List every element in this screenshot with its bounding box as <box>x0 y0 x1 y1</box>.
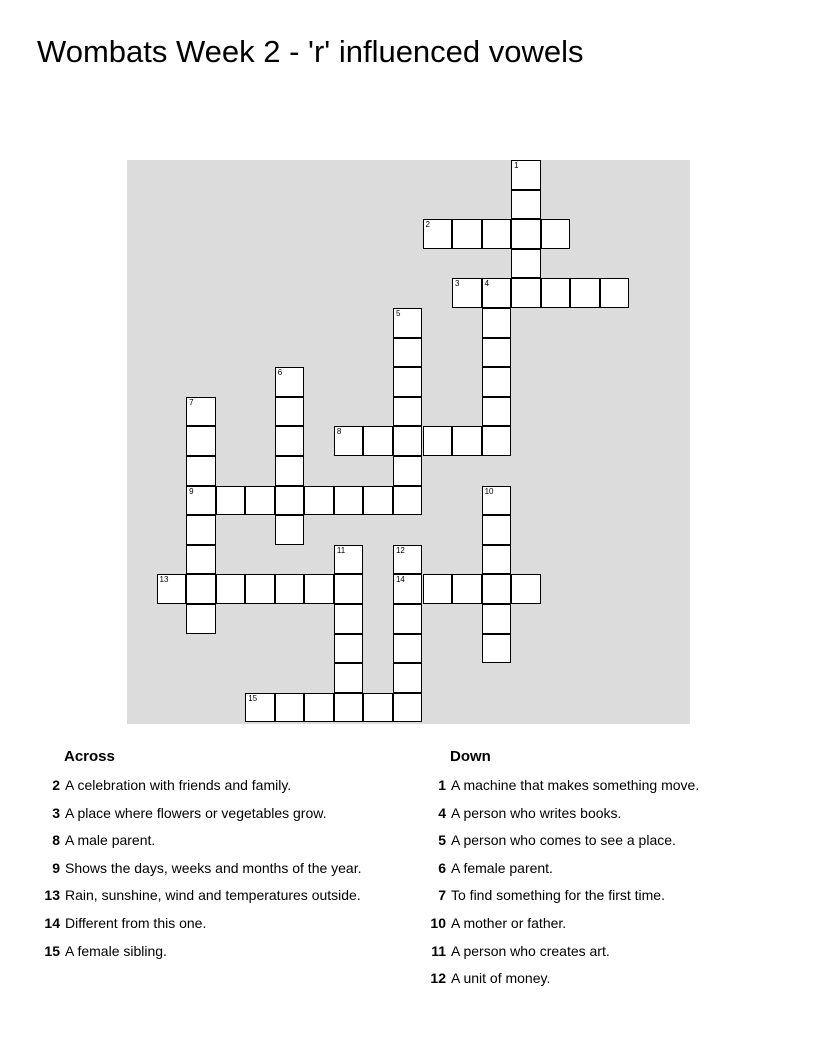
clue-number: 4 <box>438 804 446 821</box>
grid-cell[interactable] <box>393 426 423 456</box>
clue-item <box>426 943 699 971</box>
clue-number: 14 <box>44 914 60 931</box>
grid-cell[interactable] <box>482 338 512 368</box>
grid-cell[interactable] <box>482 574 512 604</box>
grid-cell[interactable] <box>275 515 305 545</box>
grid-cell[interactable] <box>482 515 512 545</box>
clue-number: 9 <box>52 859 60 876</box>
clue-number: 8 <box>336 427 342 437</box>
grid-cell[interactable] <box>393 604 423 634</box>
clue-number: 14 <box>395 575 405 585</box>
clue-number: 6 <box>438 859 446 876</box>
grid-cell[interactable] <box>511 574 541 604</box>
grid-cell[interactable] <box>482 604 512 634</box>
grid-cell[interactable] <box>423 426 453 456</box>
grid-cell[interactable] <box>482 367 512 397</box>
clue-number: 5 <box>438 832 446 849</box>
grid-cell[interactable] <box>334 574 364 604</box>
clue-text: A place where flowers or vegetables grow. <box>65 804 327 821</box>
grid-cell[interactable] <box>275 574 305 604</box>
clue-text: A female sibling. <box>65 942 167 959</box>
grid-cell[interactable] <box>363 486 393 516</box>
clue-item <box>40 805 362 833</box>
grid-cell[interactable] <box>275 456 305 486</box>
grid-cell[interactable] <box>216 486 246 516</box>
clue-text: To find something for the first time. <box>451 887 665 904</box>
clue-item <box>426 832 699 860</box>
grid-cell[interactable] <box>393 397 423 427</box>
clue-text: A unit of money. <box>451 970 551 987</box>
grid-cell[interactable] <box>186 545 216 575</box>
grid-cell[interactable] <box>482 397 512 427</box>
clue-number: 9 <box>189 486 194 496</box>
clue-text: Rain, sunshine, wind and temperatures outside. <box>65 887 361 904</box>
across-clues <box>40 748 362 970</box>
grid-cell[interactable] <box>482 219 512 249</box>
down-heading: Down <box>450 748 491 765</box>
grid-cell[interactable] <box>511 278 541 308</box>
grid-cell[interactable] <box>275 693 305 723</box>
clue-text: A person who creates art. <box>451 942 610 959</box>
clue-number: 1 <box>438 777 446 793</box>
grid-cell[interactable] <box>393 663 423 693</box>
clue-item <box>40 915 362 943</box>
grid-cell[interactable] <box>393 634 423 664</box>
grid-cell[interactable] <box>245 574 275 604</box>
clue-item <box>40 832 362 860</box>
grid-cell[interactable] <box>452 278 482 308</box>
clue-number: 7 <box>189 397 194 407</box>
clue-number: 15 <box>44 942 60 959</box>
clue-item <box>40 887 362 915</box>
clue-number: 11 <box>431 942 446 959</box>
grid-cell[interactable] <box>275 486 305 516</box>
grid-cell[interactable] <box>393 308 423 338</box>
grid-cell[interactable] <box>570 278 600 308</box>
grid-cell[interactable] <box>393 367 423 397</box>
grid-cell[interactable] <box>157 574 187 604</box>
grid-cell[interactable] <box>186 456 216 486</box>
grid-cell[interactable] <box>275 426 305 456</box>
clue-number: 8 <box>52 832 60 849</box>
grid-cell[interactable] <box>482 426 512 456</box>
across-heading: Across <box>64 748 115 765</box>
clue-item <box>426 805 699 833</box>
clue-item <box>426 887 699 915</box>
clue-item <box>426 970 699 998</box>
grid-cell[interactable] <box>186 426 216 456</box>
grid-cell[interactable] <box>541 278 571 308</box>
clue-number: 3 <box>455 279 460 289</box>
clue-item <box>40 860 362 888</box>
grid-cell[interactable] <box>482 278 512 308</box>
grid-cell[interactable] <box>541 219 571 249</box>
clue-number: 4 <box>484 279 490 289</box>
grid-cell[interactable] <box>511 219 541 249</box>
grid-cell[interactable] <box>245 693 275 723</box>
grid-cell[interactable] <box>334 486 364 516</box>
grid-cell[interactable] <box>186 397 216 427</box>
grid-cell[interactable] <box>393 456 423 486</box>
clue-number: 15 <box>248 693 258 703</box>
grid-cell[interactable] <box>423 219 453 249</box>
clue-text: A celebration with friends and family. <box>65 777 292 793</box>
grid-cell[interactable] <box>511 160 541 190</box>
grid-cell[interactable] <box>452 219 482 249</box>
clue-number: 2 <box>52 777 60 793</box>
clue-number: 5 <box>395 309 401 318</box>
grid-cell[interactable] <box>393 545 423 575</box>
grid-cell[interactable] <box>482 634 512 664</box>
clue-number: 6 <box>277 368 283 378</box>
clue-item <box>40 943 362 971</box>
clue-text: A person who comes to see a place. <box>451 832 676 849</box>
grid-cell[interactable] <box>452 426 482 456</box>
page-title: Wombats Week 2 - 'r' influenced vowels <box>37 34 584 69</box>
grid-cell[interactable] <box>186 604 216 634</box>
clue-item <box>40 777 362 805</box>
grid-cell[interactable] <box>334 604 364 634</box>
clue-number: 10 <box>430 914 446 931</box>
grid-cell[interactable] <box>186 486 216 516</box>
clue-number: 12 <box>395 545 405 555</box>
clue-number: 7 <box>438 887 446 904</box>
grid-cell[interactable] <box>334 545 364 575</box>
grid-cell[interactable] <box>245 486 275 516</box>
grid-cell[interactable] <box>482 308 512 338</box>
grid-cell[interactable] <box>304 486 334 516</box>
grid-cell[interactable] <box>423 574 453 604</box>
grid-cell[interactable] <box>393 486 423 516</box>
grid-cell[interactable] <box>334 426 364 456</box>
clue-text: A female parent. <box>451 859 553 876</box>
clue-number: 11 <box>336 545 346 555</box>
grid-cell[interactable] <box>275 367 305 397</box>
clue-number: 10 <box>484 486 494 496</box>
grid-cell[interactable] <box>304 574 334 604</box>
clue-number: 13 <box>159 575 169 585</box>
clue-item <box>426 860 699 888</box>
grid-cell[interactable] <box>452 574 482 604</box>
clue-number: 13 <box>44 887 60 904</box>
grid-cell[interactable] <box>363 426 393 456</box>
grid-cell[interactable] <box>275 397 305 427</box>
grid-cell[interactable] <box>334 693 364 723</box>
grid-cell[interactable] <box>393 338 423 368</box>
grid-cell[interactable] <box>304 693 334 723</box>
grid-cell[interactable] <box>334 663 364 693</box>
grid-cell[interactable] <box>482 545 512 575</box>
clue-item <box>426 915 699 943</box>
grid-cell[interactable] <box>334 634 364 664</box>
clue-text: Different from this one. <box>65 914 207 931</box>
grid-cell[interactable] <box>600 278 630 308</box>
clue-text: A machine that makes something move. <box>451 777 700 793</box>
grid-cell[interactable] <box>393 574 423 604</box>
grid-cell[interactable] <box>186 574 216 604</box>
grid-cell[interactable] <box>511 249 541 279</box>
grid-cell[interactable] <box>482 486 512 516</box>
clue-number: 12 <box>430 970 446 987</box>
clue-number: 2 <box>425 220 430 230</box>
grid-cell[interactable] <box>511 190 541 220</box>
grid-cell[interactable] <box>363 693 393 723</box>
clue-text: A male parent. <box>65 832 156 849</box>
clue-number: 1 <box>514 161 519 170</box>
grid-cell[interactable] <box>393 693 423 723</box>
grid-cell[interactable] <box>186 515 216 545</box>
clue-item <box>426 777 699 805</box>
clue-text: A mother or father. <box>451 914 567 931</box>
down-clues <box>426 748 699 998</box>
crossword-grid <box>127 160 690 724</box>
clue-number: 3 <box>52 804 60 821</box>
clue-text: A person who writes books. <box>451 804 622 821</box>
clue-text: Shows the days, weeks and months of the year. <box>65 859 362 876</box>
grid-cell[interactable] <box>216 574 246 604</box>
